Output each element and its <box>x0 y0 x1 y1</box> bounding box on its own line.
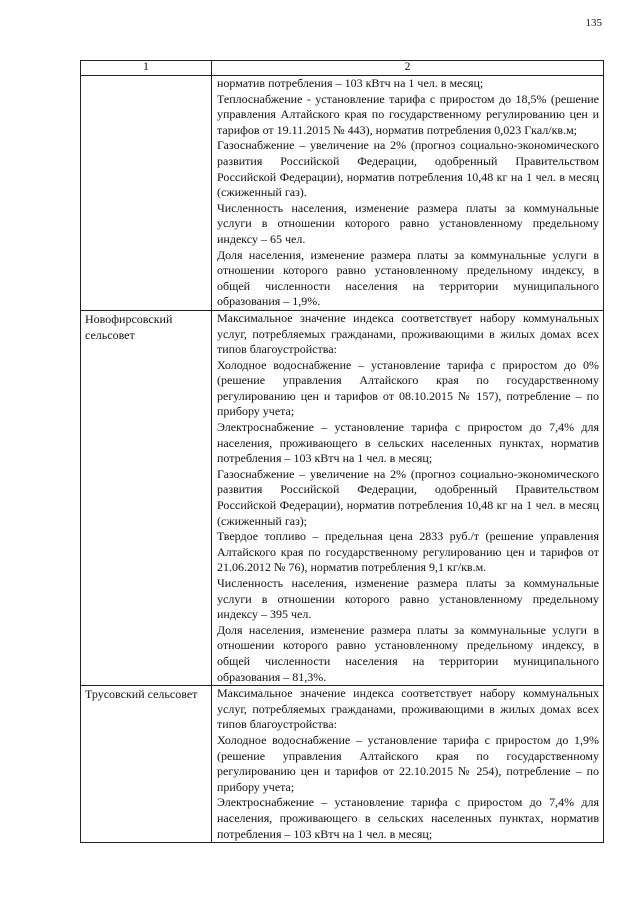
paragraph: Холодное водоснабжение – установление тарифа с приростом до 0% (решение управления Алтайского края по государственному регулированию цен и тарифов от 08.10.2015 № 157), потребление – по прибору учета; <box>217 357 599 419</box>
header-col-1: 1 <box>81 61 212 76</box>
paragraph: Доля населения, изменение размера платы за коммунальные услуги в отношении которого равно установленному предельному индексу, в общей численности населения на территории муниципального образования – 1,9%. <box>217 247 599 309</box>
paragraph: норматив потребления – 103 кВтч на 1 чел. в месяц; <box>217 76 484 90</box>
paragraph: Газоснабжение – увеличение на 2% (прогноз социально-экономического развития Российской Федерации, одобренный Правительством Российской Федерации), норматив потребления 10,48 кг на 1 чел. в месяц (сжиженный газ). <box>217 138 599 200</box>
paragraph: Газоснабжение – увеличение на 2% (прогноз социально-экономического развития Российской Федерации, одобренный Правительством Российской Федерации), норматив потребления 10,48 кг на 1 чел. в месяц (сжиженный газ); <box>217 466 599 528</box>
paragraph: Холодное водоснабжение – установление тарифа с приростом до 1,9% (решение управления Алтайского края по государственному регулированию цен и тарифов от 22.10.2015 № 254), потребление – по прибору учета; <box>217 732 599 794</box>
table-header-row <box>81 61 604 76</box>
paragraph: Электроснабжение – установление тарифа с приростом до 7,4% для населения, проживающего в сельских населенных пунктах, норматив потребления – 103 кВтч на 1 чел. в месяц; <box>217 795 599 841</box>
municipality-name <box>81 76 212 311</box>
municipality-name: Трусовский сельсовет <box>81 686 212 843</box>
paragraph: Доля населения, изменение размера платы за коммунальные услуги в отношении которого равно установленному предельному индексу, в общей численности населения на территории муниципального образования – 81,3%. <box>217 622 599 684</box>
paragraph: Максимальное значение индекса соответствует набору коммунальных услуг, потребляемых гражданами, проживающими в жилых домах всех типов благоустройства: <box>217 310 599 357</box>
row-description <box>212 686 604 843</box>
table-row <box>81 310 604 685</box>
document-table <box>80 60 604 843</box>
row-description <box>212 76 604 311</box>
paragraph: Максимальное значение индекса соответствует набору коммунальных услуг, потребляемых гражданами, проживающими в жилых домах всех типов благоустройства: <box>217 686 599 732</box>
table-row <box>81 686 604 843</box>
paragraph: Электроснабжение – установление тарифа с приростом до 7,4% для населения, проживающего в сельских населенных пунктах, норматив потребления – 103 кВтч на 1 чел. в месяц; <box>217 420 599 466</box>
header-col-2: 2 <box>212 61 604 76</box>
row-description <box>212 310 604 685</box>
table-row <box>81 76 604 311</box>
paragraph: Твердое топливо – предельная цена 2833 руб./т (решение управления Алтайского края по государственному регулированию цен и тарифов от 21.06.2012 № 76), норматив потребления 9,1 кг/кв.м. <box>217 529 599 575</box>
paragraph: Численность населения, изменение размера платы за коммунальные услуги в отношении которого равно установленному предельному индексу – 395 чел. <box>217 576 599 622</box>
page-number: 135 <box>585 17 602 29</box>
paragraph: Теплоснабжение - установление тарифа с приростом до 18,5% (решение управления Алтайского края по государственному регулированию цен и тарифов от 19.11.2015 № 443), норматив потребления 0,023 Гкал/кв.м; <box>217 91 599 137</box>
municipality-name: Новофирсовский сельсовет <box>81 310 212 685</box>
paragraph: Численность населения, изменение размера платы за коммунальные услуги в отношении которого равно установленному предельному индексу – 65 чел. <box>217 200 599 246</box>
